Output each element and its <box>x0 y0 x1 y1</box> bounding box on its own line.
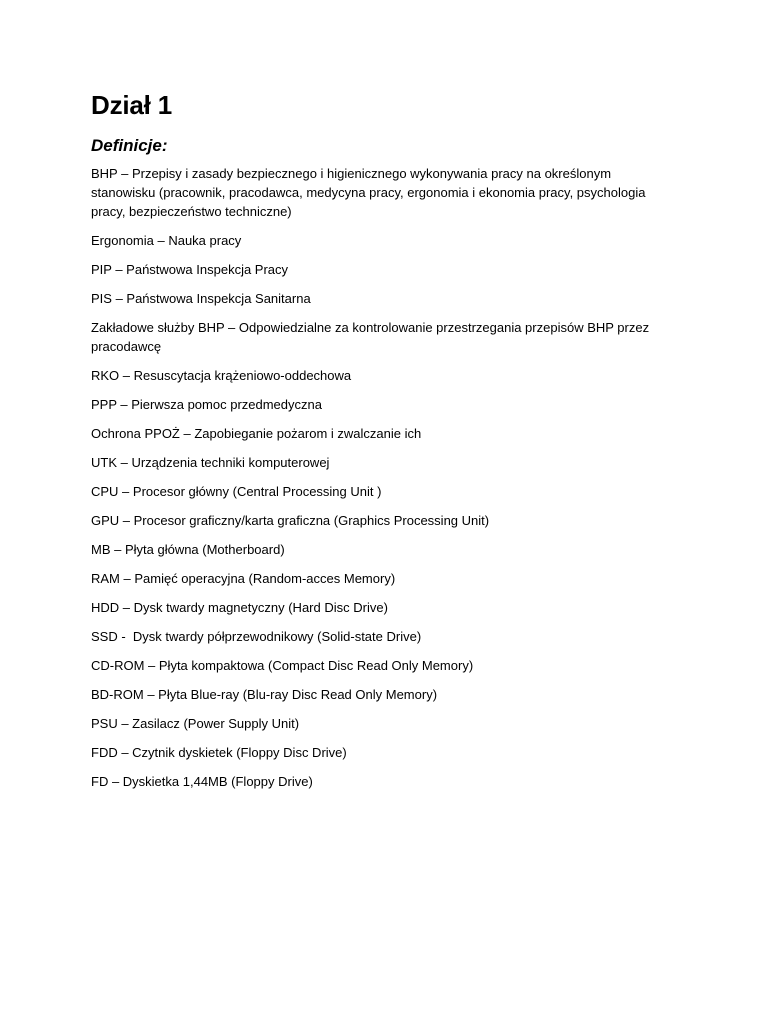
definition-paragraph: RKO – Resuscytacja krążeniowo-oddechowa <box>91 368 352 383</box>
definition-paragraph: BHP – Przepisy i zasady bezpiecznego i higienicznego wykonywania pracy na określonym stanowisku (pracownik, pracodawca, medycyna pracy, ergonomia i ekonomia pracy, psychologia pracy, bezpieczeństwo techniczne) <box>91 166 650 219</box>
definition-paragraph: FDD – Czytnik dyskietek (Floppy Disc Drive) <box>91 745 347 760</box>
definition-paragraph: PPP – Pierwsza pomoc przedmedyczna <box>91 397 322 412</box>
document-content <box>91 86 671 801</box>
definition-paragraph: Zakładowe służby BHP – Odpowiedzialne za kontrolowanie przestrzegania przepisów BHP przez pracodawcę <box>91 320 653 354</box>
definition-paragraph: CD-ROM – Płyta kompaktowa (Compact Disc Read Only Memory) <box>91 658 474 673</box>
definition-paragraph: PIS – Państwowa Inspekcja Sanitarna <box>91 291 311 306</box>
definition-paragraph: UTK – Urządzenia techniki komputerowej <box>91 455 330 470</box>
definition-paragraph: PIP – Państwowa Inspekcja Pracy <box>91 262 289 277</box>
definition-paragraph: PSU – Zasilacz (Power Supply Unit) <box>91 716 300 731</box>
definition-paragraph: RAM – Pamięć operacyjna (Random-acces Memory) <box>91 571 396 586</box>
definition-paragraph: HDD – Dysk twardy magnetyczny (Hard Disc Drive) <box>91 600 388 615</box>
section-subtitle: Definicje: <box>91 136 168 155</box>
definition-paragraph: Ergonomia – Nauka pracy <box>91 233 242 248</box>
definition-paragraph: Ochrona PPOŻ – Zapobieganie pożarom i zwalczanie ich <box>91 426 422 441</box>
page-title: Dział 1 <box>91 90 172 120</box>
definition-paragraph: GPU – Procesor graficzny/karta graficzna (Graphics Processing Unit) <box>91 513 490 528</box>
definition-paragraph: CPU – Procesor główny (Central Processing Unit ) <box>91 484 382 499</box>
definition-paragraph: BD-ROM – Płyta Blue-ray (Blu-ray Disc Read Only Memory) <box>91 687 438 702</box>
definition-paragraph: FD – Dyskietka 1,44MB (Floppy Drive) <box>91 774 313 789</box>
definition-paragraph: SSD - Dysk twardy półprzewodnikowy (Solid-state Drive) <box>91 629 422 644</box>
definition-paragraph: MB – Płyta główna (Motherboard) <box>91 542 285 557</box>
